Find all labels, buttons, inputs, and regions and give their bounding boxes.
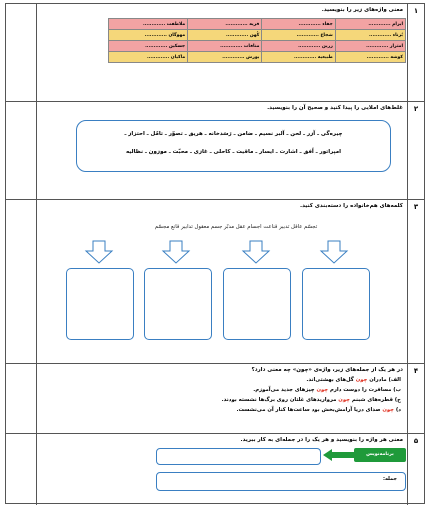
score-cell — [6, 4, 37, 101]
sentence-input[interactable] — [156, 472, 406, 491]
sentence-d: د) چون صدای دریا آرامش‌بخش بود ساعت‌ها کنار آن می‌نشست. — [236, 407, 401, 413]
vocab-cell: ایرام ............. — [335, 19, 405, 30]
vocab-cell: بُرناء ............. — [335, 30, 405, 41]
question-1 — [6, 4, 424, 102]
down-arrow-icon — [241, 240, 271, 264]
score-cell — [6, 200, 37, 363]
question-number: ۵ — [407, 434, 424, 505]
question-number: ۴ — [407, 364, 424, 433]
vocab-cell: ملاطفت ............. — [109, 19, 188, 30]
question-title: معنی هر واژه را بنویسید و هر یک را در جمله‌ای به کار ببرید. — [240, 437, 403, 443]
question-number: ۱ — [407, 4, 424, 101]
category-box[interactable] — [144, 268, 212, 340]
meaning-input[interactable] — [156, 448, 321, 465]
vocab-cell: یورش ............. — [188, 52, 262, 63]
question-5 — [6, 434, 424, 505]
vocab-cell: قریه ............. — [188, 19, 262, 30]
vocab-cell: طبیعیه ............. — [262, 52, 335, 63]
question-2 — [6, 102, 424, 200]
vocab-cell: جسکین ............. — [109, 41, 188, 52]
vocab-row — [109, 41, 406, 52]
question-number: ۲ — [407, 102, 424, 199]
score-cell — [6, 102, 37, 199]
spelling-box — [76, 120, 391, 172]
category-box[interactable] — [66, 268, 134, 340]
sentence-label: جمله: — [382, 476, 397, 482]
question-3 — [6, 200, 424, 364]
vocab-cell: ماکیان ............. — [109, 52, 188, 63]
question-title: غلط‌های املایی را پیدا کنید و صحیح آن را بنویسید. — [267, 105, 403, 111]
category-box[interactable] — [302, 268, 370, 340]
down-arrow-icon — [84, 240, 114, 264]
vocab-cell: امتزاز ............. — [335, 41, 405, 52]
spelling-line-2: امپراتور ـ اُفق ـ اشارت ـ ایسار ـ ماقیت ـ کاحلی ـ غازی ـ محبّت ـ موزون ـ نظالیه — [125, 149, 342, 155]
vocab-table — [108, 18, 406, 63]
down-arrow-icon — [319, 240, 349, 264]
score-cell — [6, 434, 37, 505]
vocab-row — [109, 30, 406, 41]
vocab-cell: زرین ............. — [262, 41, 335, 52]
vocab-cell: منافات ............. — [188, 41, 262, 52]
spelling-line-1: چیره‌گی ـ آزر ـ لحن ـ آلبر نسیم ـ ضامن ـ رَسَدخانه ـ هریق ـ تصوّر ـ تامّل ـ احتزاز ـ — [124, 131, 343, 137]
score-cell — [6, 364, 37, 433]
question-number: ۳ — [407, 200, 424, 363]
sentence-a: الف) مادران چون گل‌های بهشتی‌اند. — [306, 377, 401, 383]
vocab-row — [109, 52, 406, 63]
vocab-cell: کُهن ............. — [188, 30, 262, 41]
question-title: کلمه‌های هم‌خانواده را دسته‌بندی کنید. — [299, 203, 403, 209]
word-label: برنامه‌نویس — [354, 448, 406, 462]
question-title: معنی واژه‌های زیر را بنویسید. — [321, 7, 403, 13]
down-arrow-icon — [161, 240, 191, 264]
vocab-cell: جفاء ............. — [262, 19, 335, 30]
category-box[interactable] — [223, 268, 291, 340]
arrow-left-icon — [323, 449, 357, 461]
sentence-b: ب) مسافرت را دوست دارم چون چیزهای جدید می‌آموزم. — [253, 387, 401, 393]
question-4 — [6, 364, 424, 434]
question-title: در هر یک از جمله‌های زیر، واژه‌ی «چون» چه معنی دارد؟ — [251, 367, 403, 373]
vocab-cell: مهوگان ............. — [109, 30, 188, 41]
vocab-row — [109, 19, 406, 30]
vocab-cell: کوشه ............. — [335, 52, 405, 63]
vocab-cell: شجاع ............. — [262, 30, 335, 41]
word-list: تجسّم عاقل تدبیر قناعت اجسام عقل مدبّر جسم معقول تدابیر قانع مجسّم — [154, 224, 318, 230]
sentence-c: ج) قطره‌های شبنم چون مرواریدهای غلتان روی برگ‌ها نشسته بودند. — [221, 397, 401, 403]
worksheet — [5, 3, 425, 504]
